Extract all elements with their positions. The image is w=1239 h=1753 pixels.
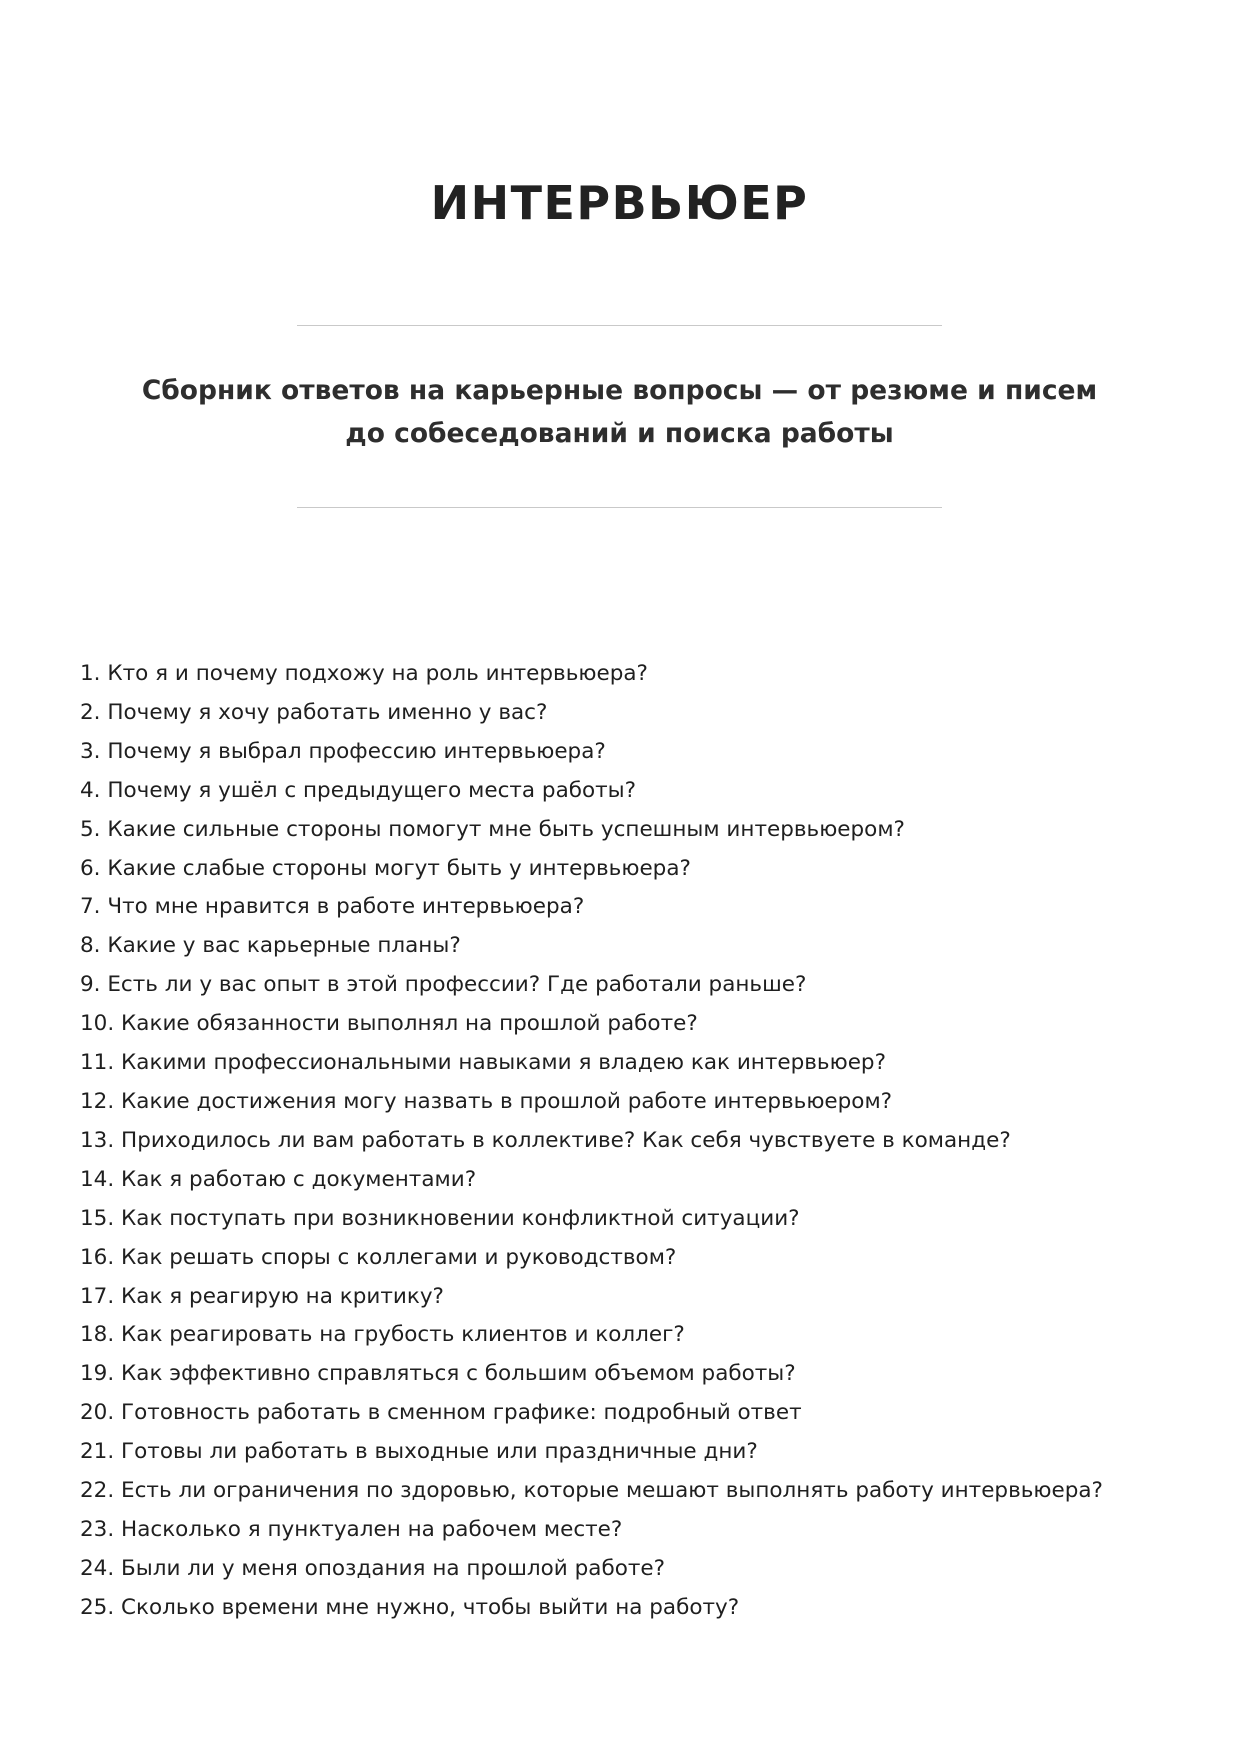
- list-item: 18. Как реагировать на грубость клиентов и коллег?: [80, 1322, 685, 1348]
- list-item: 17. Как я реагирую на критику?: [80, 1283, 444, 1309]
- list-item: 9. Есть ли у вас опыт в этой профессии? Где работали раньше?: [80, 972, 807, 998]
- list-item: 3. Почему я выбрал профессию интервьюера?: [80, 738, 606, 764]
- list-item: 25. Сколько времени мне нужно, чтобы выйти на работу?: [80, 1594, 740, 1620]
- list-item: 1. Кто я и почему подхожу на роль интервьюера?: [80, 661, 648, 686]
- list-item: 6. Какие слабые стороны могут быть у интервьюера?: [80, 855, 691, 881]
- list-item: 20. Готовность работать в сменном графике: подробный ответ: [80, 1400, 802, 1426]
- list-item: 12. Какие достижения могу назвать в прошлой работе интервьюером?: [80, 1088, 893, 1114]
- divider-bottom: [297, 507, 942, 508]
- list-item: 24. Были ли у меня опоздания на прошлой работе?: [80, 1555, 666, 1581]
- list-item: 7. Что мне нравится в работе интервьюера?: [80, 894, 585, 920]
- list-item: 15. Как поступать при возникновении конфликтной ситуации?: [80, 1205, 800, 1231]
- list-item: 23. Насколько я пунктуален на рабочем месте?: [80, 1516, 623, 1542]
- page-title: ИНТЕРВЬЮЕР: [430, 176, 809, 230]
- list-item: 11. Какими профессиональными навыками я владею как интервьюер?: [80, 1050, 886, 1076]
- list-item: 5. Какие сильные стороны помогут мне быть успешным интервьюером?: [80, 816, 905, 842]
- table-of-contents: [80, 655, 1160, 1628]
- list-item: 8. Какие у вас карьерные планы?: [80, 933, 461, 959]
- document-subtitle: Сборник ответов на карьерные вопросы — от резюме и писем до собеседований и поиска работы: [141, 374, 1098, 449]
- list-item: 16. Как решать споры с коллегами и руководством?: [80, 1244, 677, 1270]
- list-item: 14. Как я работаю с документами?: [80, 1166, 477, 1192]
- list-item: 10. Какие обязанности выполнял на прошлой работе?: [80, 1011, 698, 1037]
- list-item: 13. Приходилось ли вам работать в коллективе? Как себя чувствуете в команде?: [80, 1127, 1011, 1153]
- list-item: 21. Готовы ли работать в выходные или праздничные дни?: [80, 1439, 758, 1465]
- list-item: 2. Почему я хочу работать именно у вас?: [80, 699, 548, 725]
- list-item: 4. Почему я ушёл с предыдущего места работы?: [80, 777, 637, 803]
- list-item: 19. Как эффективно справляться с большим объемом работы?: [80, 1361, 796, 1387]
- list-item: 22. Есть ли ограничения по здоровью, которые мешают выполнять работу интервьюера?: [80, 1478, 1103, 1504]
